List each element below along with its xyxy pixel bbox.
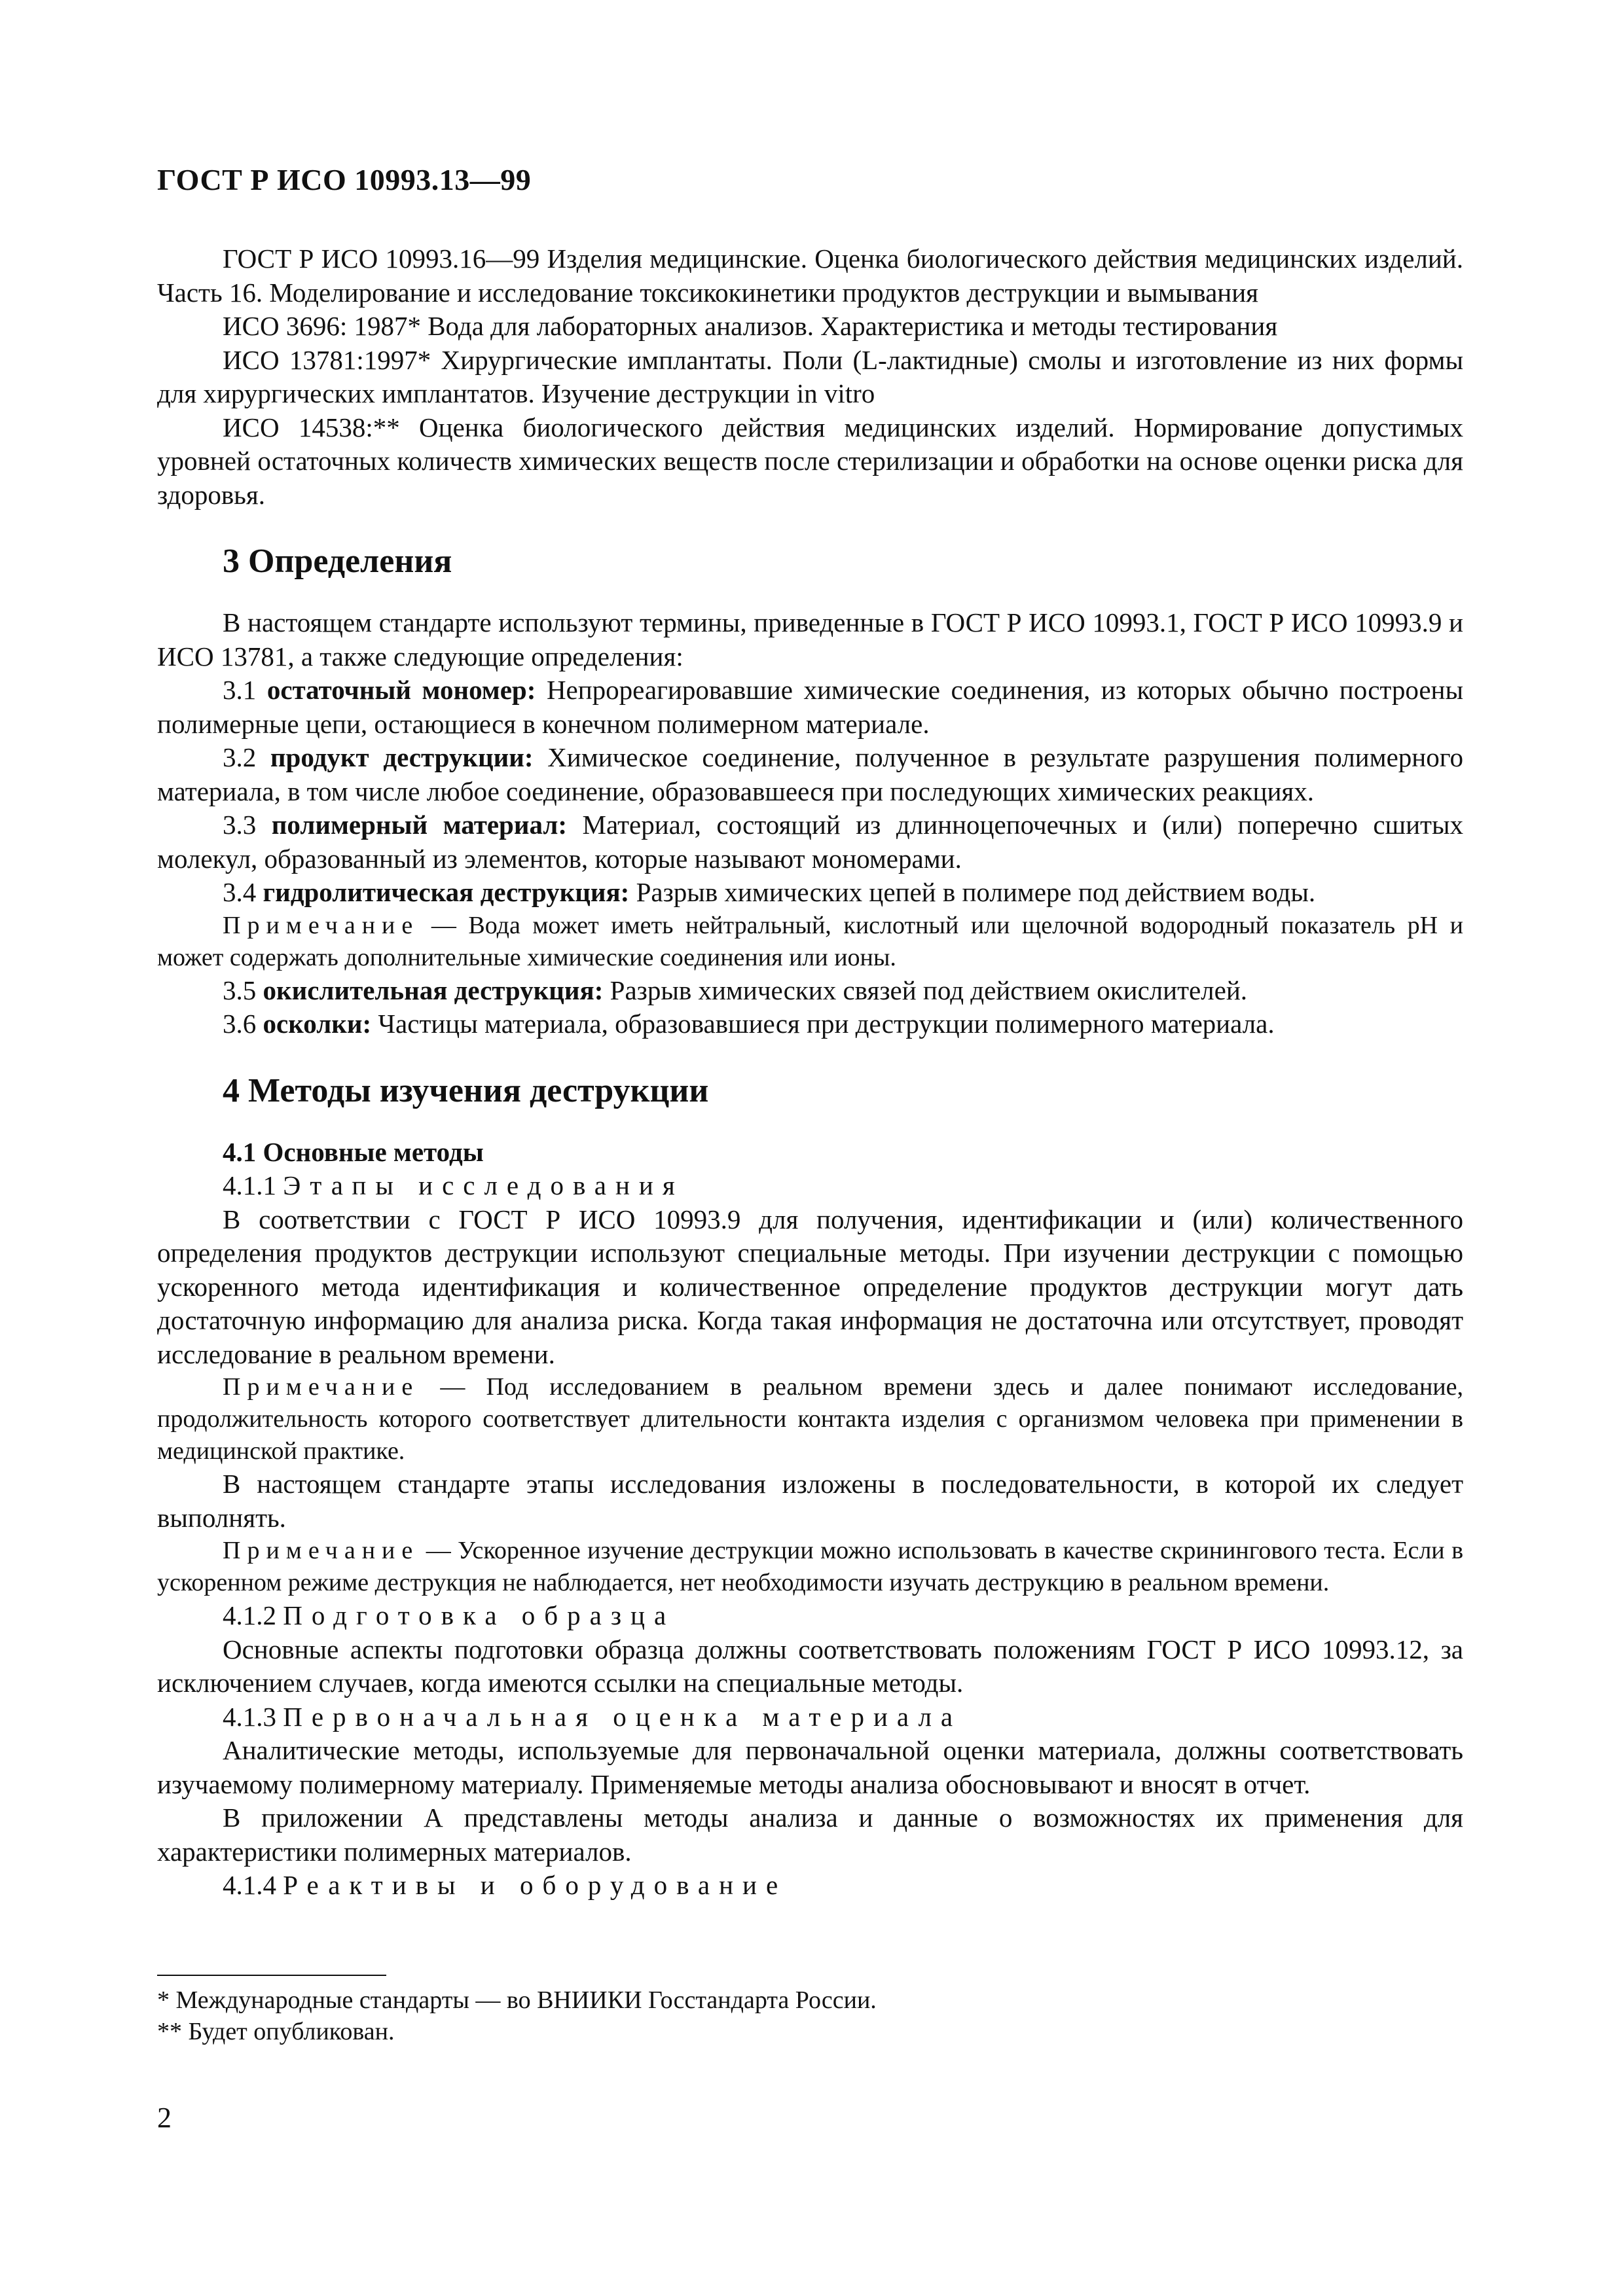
definition-term: продукт деструкции: — [270, 742, 534, 772]
clause-number: 4.1.4 — [223, 1870, 276, 1900]
definition-term: полимерный материал: — [271, 810, 568, 840]
definition-term: остаточный мономер: — [266, 675, 536, 705]
clause-4-1-2-heading — [157, 1599, 1463, 1633]
definition-number: 3.4 — [223, 877, 257, 907]
subsection-4-1-heading: 4.1 Основные методы — [223, 1136, 484, 1167]
note-label: Примечание — [223, 911, 420, 939]
section-3-intro: В настоящем стандарте используют термины, приведенные в ГОСТ Р ИСО 10993.1, ГОСТ Р ИСО 10993.9 и ИСО 13781, а также следующие определения: — [157, 607, 1463, 672]
definition-number: 3.5 — [223, 975, 257, 1005]
reference-item: ИСО 13781:1997* Хирургические имплантаты. Поли (L-лактидные) смолы и изготовление из них формы для хирургических имплантатов. Изучение деструкции in vitro — [157, 344, 1463, 408]
section-4-heading: 4 Методы изучения деструкции — [223, 1071, 709, 1109]
definition-term: гидролитическая деструкция: — [263, 877, 630, 907]
definition-term: окислительная деструкция: — [263, 975, 604, 1005]
definition-3-4 — [157, 876, 1463, 910]
reference-item: ИСО 3696: 1987* Вода для лабораторных анализов. Характеристика и методы тестирования — [223, 311, 1278, 341]
note-label: Примечание — [223, 1373, 420, 1401]
section-3-heading: 3 Определения — [223, 543, 452, 580]
clause-number: 4.1.2 — [223, 1600, 276, 1630]
clause-title: Реактивы и оборудование — [283, 1870, 788, 1900]
paragraph: Основные аспекты подготовки образца должны соответствовать положениям ГОСТ Р ИСО 10993.12, за исключением случаев, когда имеются ссылки на специальные методы. — [157, 1634, 1463, 1698]
definition-text: Материал, состоящий из длинноцепочечных и (или) поперечно сшитых молекул, образованный из элементов, которые называют мономерами. — [157, 810, 1464, 874]
definition-text: Химическое соединение, полученное в результате разрушения полимерного материала, в том числе любое соединение, образовавшееся при последующих химических реакциях. — [157, 742, 1464, 806]
document-header: ГОСТ Р ИСО 10993.13—99 — [157, 163, 532, 196]
clause-4-1-3-heading — [157, 1700, 1463, 1734]
definition-text: Частицы материала, образовавшиеся при деструкции полимерного материала. — [378, 1009, 1275, 1039]
definition-number: 3.1 — [223, 675, 257, 705]
footnote-item: * Международные стандарты — во ВНИИКИ Госстандарта России. — [157, 1986, 877, 2014]
definition-term: осколки: — [263, 1009, 372, 1039]
clause-number: 4.1.1 — [223, 1170, 276, 1200]
footnote-divider — [157, 1975, 386, 1976]
definition-3-2 — [157, 741, 1463, 808]
clause-title: Первоначальная оценка материала — [283, 1701, 962, 1732]
document-body — [157, 242, 1463, 1903]
definition-text: Разрыв химических цепей в полимере под действием воды. — [636, 877, 1316, 907]
definition-text: Разрыв химических связей под действием окислителей. — [610, 975, 1248, 1005]
note-block — [157, 1371, 1463, 1467]
note-text: — Под исследованием в реальном времени здесь и далее понимают исследование, продолжительность которого соответствует длительности контакта изделия с организмом человека при применении в медицинской практике. — [157, 1373, 1463, 1465]
footnotes — [157, 1984, 1463, 2047]
definition-number: 3.2 — [223, 742, 257, 772]
note-text: — Ускоренное изучение деструкции можно использовать в качестве скринингового теста. Если в ускоренном режиме деструкция не наблюдается, нет необходимости изучать деструкцию в реальном времени. — [157, 1537, 1464, 1596]
footnote-item: ** Будет опубликован. — [157, 2018, 395, 2045]
clause-4-1-1-heading — [157, 1169, 1463, 1203]
paragraph: Аналитические методы, используемые для первоначальной оценки материала, должны соответствовать изучаемому полимерному материалу. Применяемые методы анализа обосновывают и вносят в отчет. — [157, 1735, 1463, 1799]
note-text: — Вода может иметь нейтральный, кислотный или щелочной водородный показатель pH и может содержать дополнительные химические соединения или ионы. — [157, 911, 1464, 971]
definition-number: 3.6 — [223, 1009, 257, 1039]
definition-3-1 — [157, 673, 1463, 741]
reference-item: ИСО 14538:** Оценка биологического действия медицинских изделий. Нормирование допустимых уровней остаточных количеств химических веществ после стерилизации и обработки на основе оценки риска для здоровья. — [157, 412, 1463, 510]
paragraph: В соответствии с ГОСТ Р ИСО 10993.9 для получения, идентификации и (или) количественного определения продуктов деструкции используют специальные методы. При изучении деструкции с помощью ускоренного метода идентификация и количественное определение продуктов деструкции могут дать достаточную информацию для анализа риска. Когда такая информация не достаточна или отсутствует, проводят исследование в реальном времени. — [157, 1204, 1463, 1369]
paragraph: В приложении А представлены методы анализа и данные о возможностях их применения для характеристики полимерных материалов. — [157, 1803, 1463, 1867]
clause-4-1-4-heading — [157, 1869, 1463, 1903]
definition-3-5 — [157, 974, 1463, 1008]
definition-number: 3.3 — [223, 810, 257, 840]
definition-text: Непрореагировавшие химические соединения, из которых обычно построены полимерные цепи, остающиеся в конечном полимерном материале. — [157, 675, 1464, 739]
definition-3-3 — [157, 808, 1463, 876]
clause-title: Этапы исследования — [283, 1170, 684, 1200]
paragraph: В настоящем стандарте этапы исследования изложены в последовательности, в которой их следует выполнять. — [157, 1469, 1463, 1533]
page-number: 2 — [157, 2102, 172, 2134]
note-block — [157, 910, 1463, 974]
definition-3-6 — [157, 1007, 1463, 1041]
note-block — [157, 1535, 1463, 1599]
reference-item: ГОСТ Р ИСО 10993.16—99 Изделия медицинские. Оценка биологического действия медицинских изделий. Часть 16. Моделирование и исследование токсикокинетики продуктов деструкции и вымывания — [157, 243, 1463, 308]
note-label: Примечание — [223, 1537, 420, 1564]
clause-number: 4.1.3 — [223, 1701, 276, 1732]
clause-title: Подготовка образца — [283, 1600, 676, 1630]
